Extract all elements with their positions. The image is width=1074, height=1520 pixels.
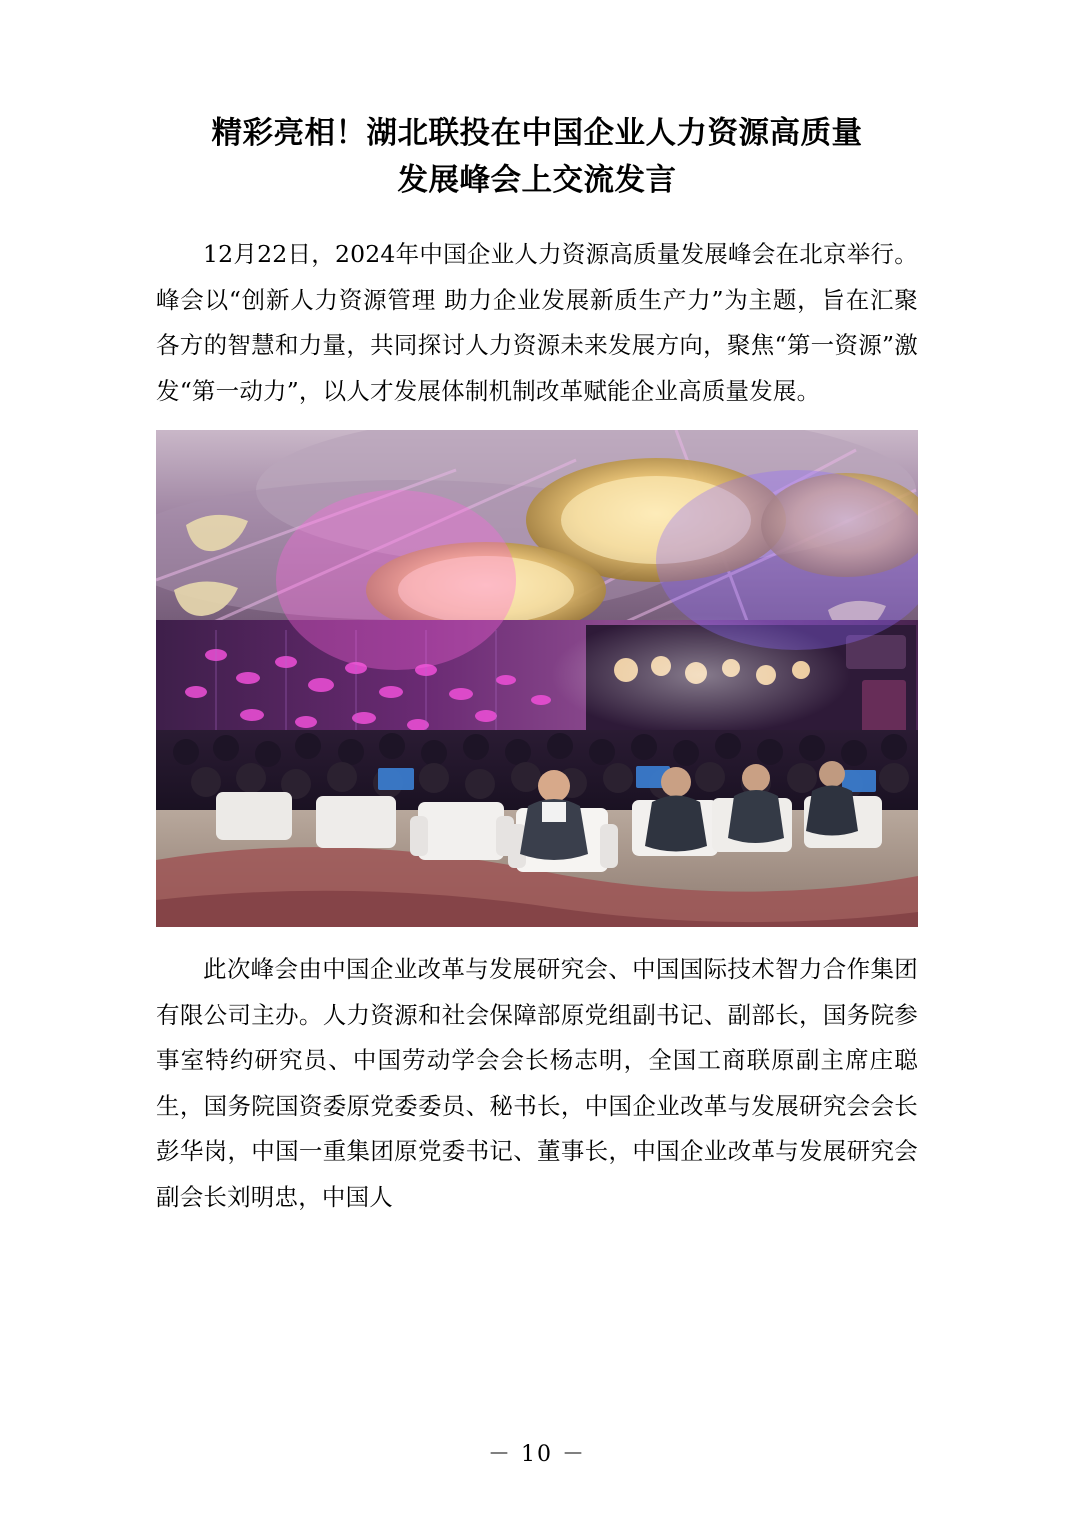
paragraph-2: 此次峰会由中国企业改革与发展研究会、中国国际技术智力合作集团有限公司主办。人力资源和社会保障部原党组副书记、副部长，国务院参事室特约研究员、中国劳动学会会长杨志明，全国工商联原副主席庄聪生，国务院国资委原党委委员、秘书长，中国企业改革与发展研究会会长彭华岗，中国一重集团原党委书记、董事长，中国企业改革与发展研究会副会长刘明忠，中国人	[156, 955, 918, 1211]
conference-hall-photo	[156, 430, 918, 927]
page-title-line-1: 精彩亮相！湖北联投在中国企业人力资源高质量	[211, 115, 863, 151]
page-title-line-2: 发展峰会上交流发言	[397, 162, 677, 198]
photo-graphic	[156, 430, 918, 927]
page-title	[156, 110, 918, 204]
page-content	[156, 110, 918, 1234]
paragraph-1: 12月22日，2024年中国企业人力资源高质量发展峰会在北京举行。峰会以“创新人力资源管理 助力企业发展新质生产力”为主题，旨在汇聚各方的智慧和力量，共同探讨人力资源未来发展方向，聚焦“第一资源”激发“第一动力”，以人才发展体制机制改革赋能企业高质量发展。	[156, 240, 918, 405]
page-number: － 10 －	[488, 1442, 586, 1467]
